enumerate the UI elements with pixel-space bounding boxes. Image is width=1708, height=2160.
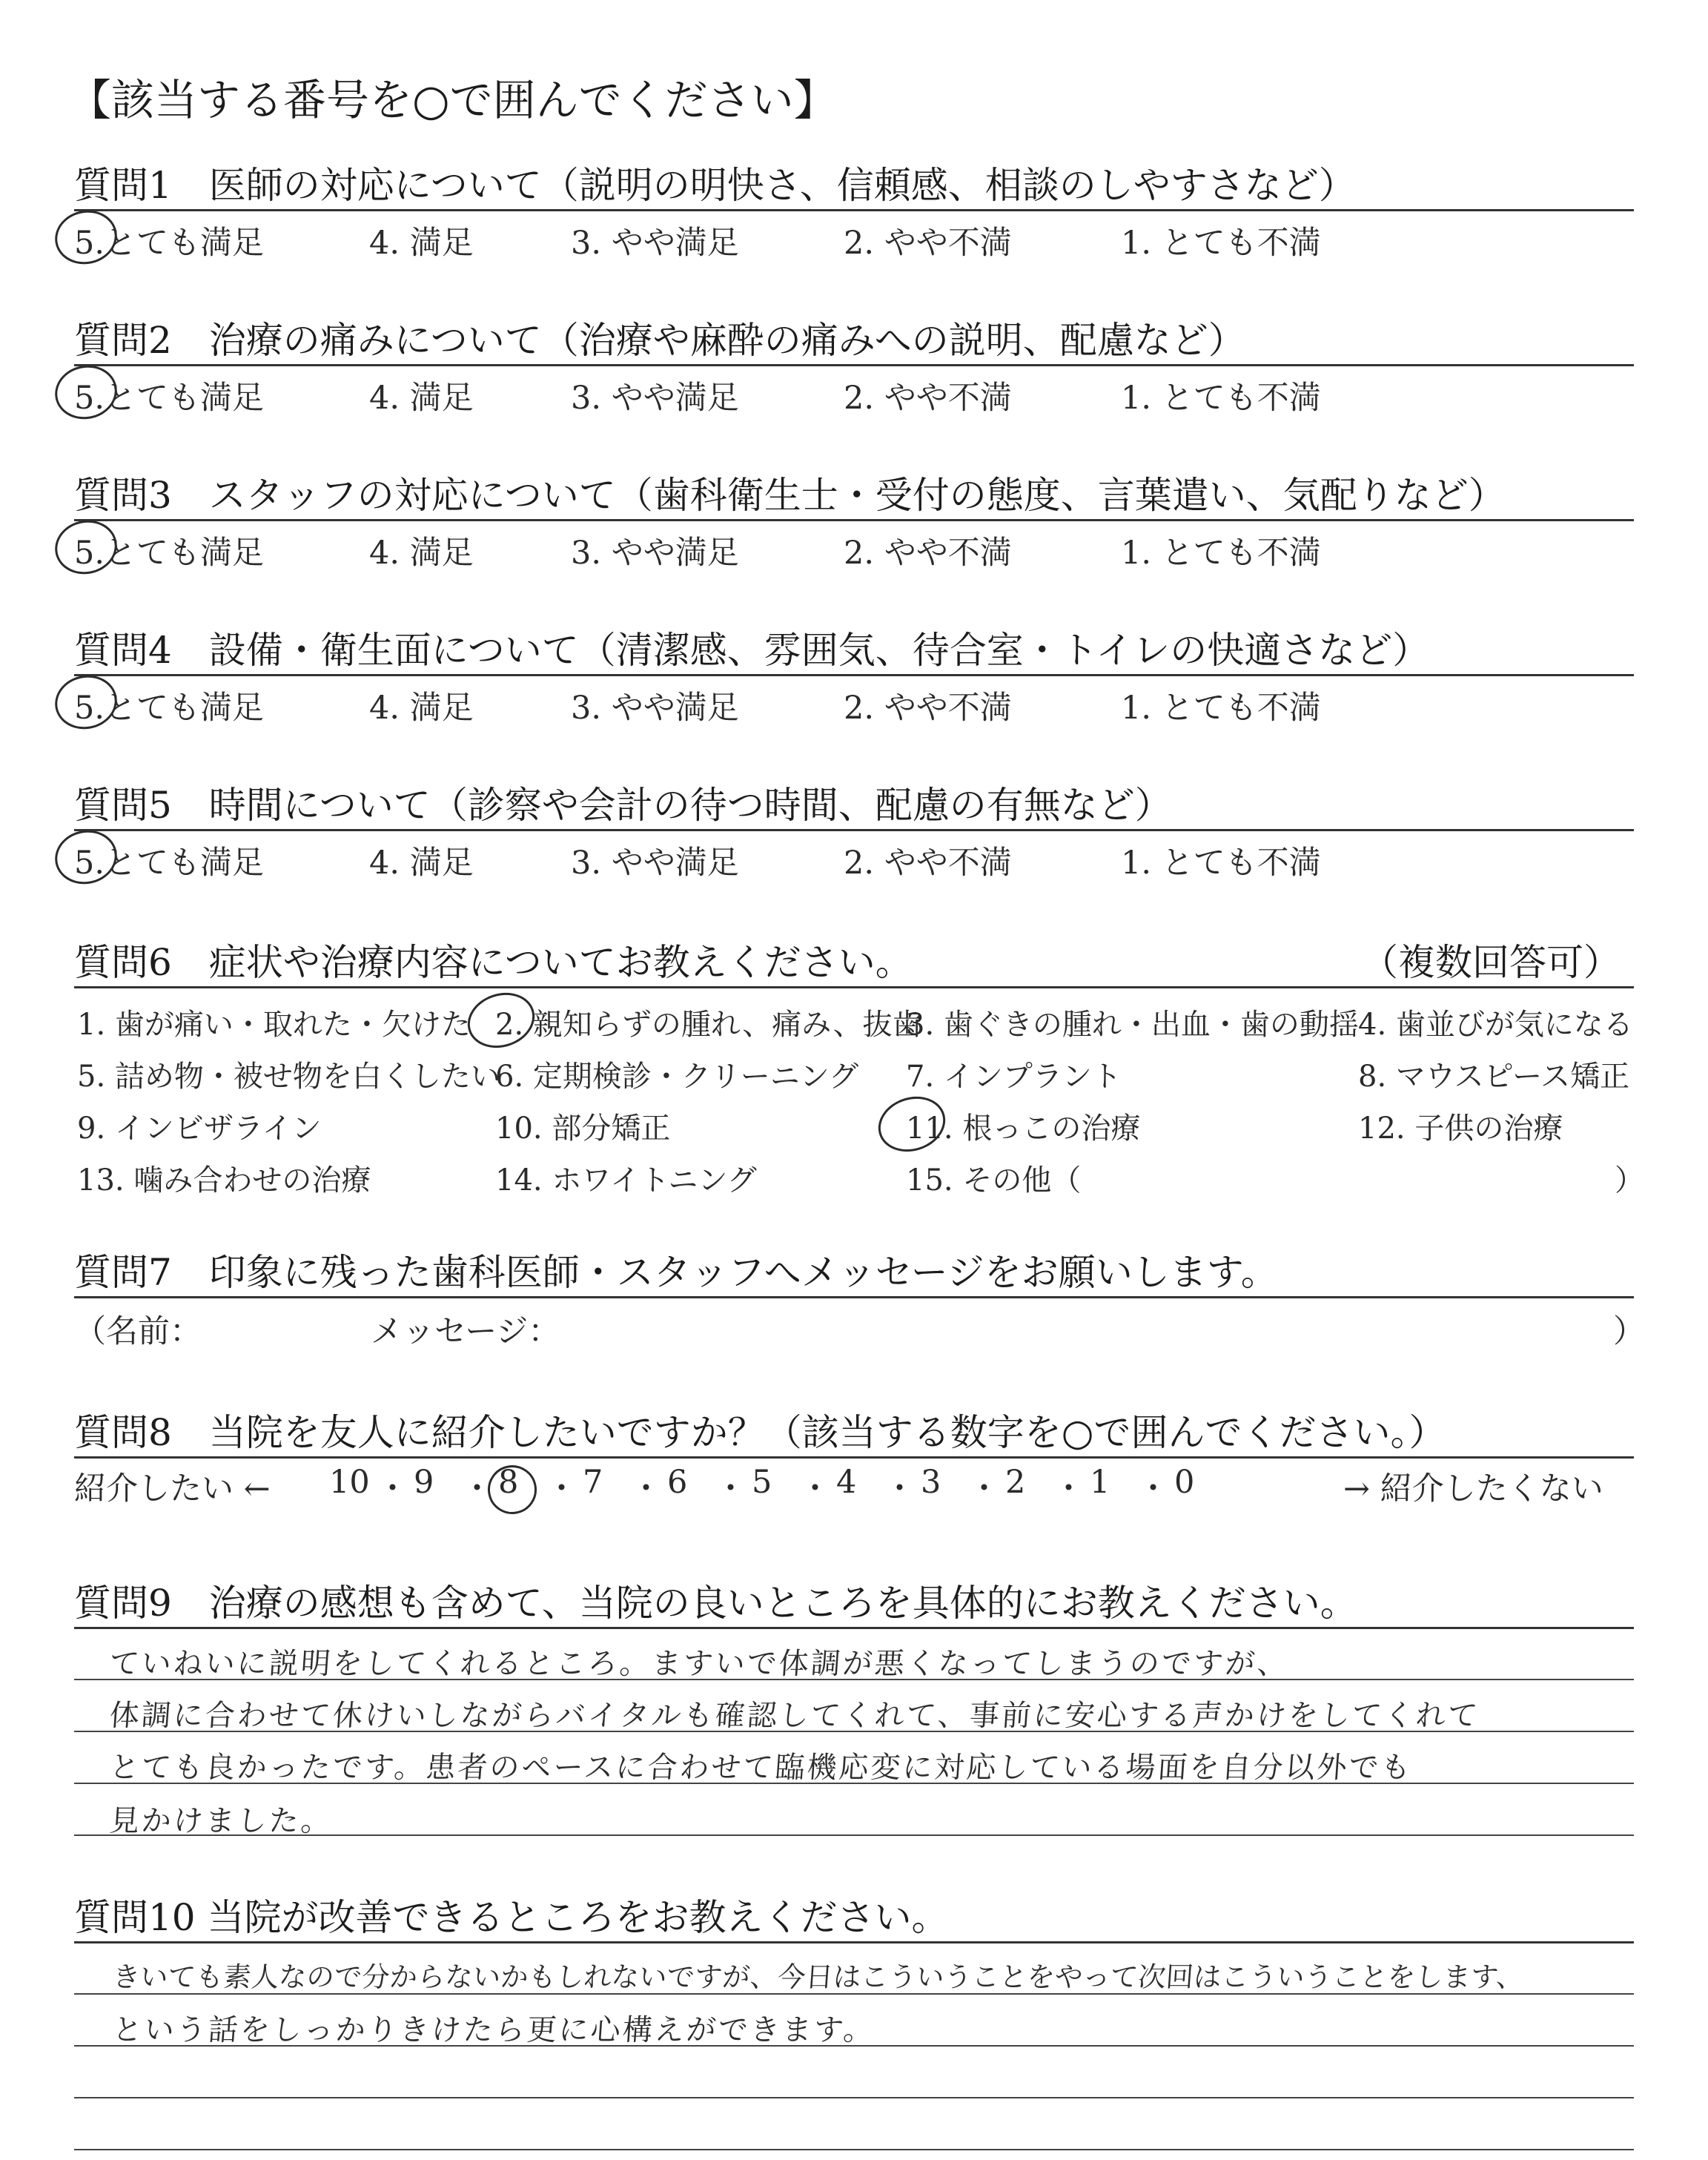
- q6-option-11[interactable]: 11. 根っこの治療: [906, 1112, 1141, 1146]
- q6-selection-circle-11: [871, 1089, 953, 1160]
- q1-option-5[interactable]: 5.とても満足: [74, 225, 265, 262]
- q2-rule: [74, 364, 1634, 366]
- q6-option-14[interactable]: 14. ホワイトニング: [495, 1163, 757, 1198]
- q6-option-15[interactable]: 15. その他（: [906, 1163, 1082, 1198]
- q5-option-2[interactable]: 2. やや不満: [844, 845, 1012, 882]
- q8-scale-dot: ・: [377, 1470, 408, 1507]
- q8-scale-7[interactable]: 7: [583, 1464, 603, 1501]
- q8-scale-dot: ・: [546, 1470, 577, 1507]
- q8-scale-2[interactable]: 2: [1005, 1464, 1026, 1501]
- q8-scale-dot: ・: [968, 1470, 1000, 1507]
- q3-option-4[interactable]: 4. 満足: [369, 535, 474, 572]
- q10-line-rule: [74, 2149, 1634, 2150]
- q8-scale-dot: ・: [1137, 1470, 1169, 1507]
- q8-scale-3[interactable]: 3: [921, 1464, 941, 1501]
- q8-scale-0[interactable]: 0: [1174, 1464, 1195, 1501]
- q4-option-2[interactable]: 2. やや不満: [844, 690, 1012, 727]
- q8-scale-dot: ・: [461, 1470, 493, 1507]
- q4-option-1[interactable]: 1. とても不満: [1121, 690, 1321, 727]
- q6-option-9[interactable]: 9. インビザライン: [77, 1112, 322, 1146]
- q3-option-2[interactable]: 2. やや不満: [844, 535, 1012, 572]
- q9-handwritten-line-2: 体調に合わせて休けいしながらバイタルも確認してくれて、事前に安心する声かけをしてくれて: [108, 1699, 1481, 1733]
- q5-title: 質問5 時間について（診察や会計の待つ時間、配慮の有無など）: [74, 784, 1172, 827]
- q8-scale-dot: ・: [884, 1470, 916, 1507]
- q1-rule: [74, 209, 1634, 211]
- q6-title: 質問6 症状や治療内容についてお教えください。: [74, 941, 913, 984]
- q7-name-label: （名前：: [74, 1313, 202, 1350]
- q8-scale-9[interactable]: 9: [414, 1464, 434, 1501]
- q6-rule: [74, 986, 1634, 988]
- q2-option-1[interactable]: 1. とても不満: [1121, 380, 1321, 417]
- q6-option-10[interactable]: 10. 部分矯正: [495, 1112, 671, 1146]
- q5-rule: [74, 829, 1634, 831]
- q7-message-label: メッセージ：: [371, 1313, 560, 1350]
- q6-option-15-close: ）: [1615, 1163, 1644, 1198]
- q6-selection-circle-2: [460, 985, 542, 1057]
- q10-rule: [74, 1941, 1634, 1943]
- q3-option-3[interactable]: 3. やや満足: [571, 535, 739, 572]
- q6-option-8[interactable]: 8. マウスピース矯正: [1358, 1060, 1630, 1094]
- form-header: 【該当する番号を○で囲んでください】: [68, 75, 837, 125]
- q8-scale-5[interactable]: 5: [752, 1464, 772, 1501]
- q2-title: 質問2 治療の痛みについて（治療や麻酔の痛みへの説明、配慮など）: [74, 319, 1245, 362]
- q4-rule: [74, 674, 1634, 676]
- q3-option-1[interactable]: 1. とても不満: [1121, 535, 1321, 572]
- q6-option-13[interactable]: 13. 噛み合わせの治療: [77, 1163, 371, 1198]
- q8-scale-8[interactable]: 8: [498, 1464, 519, 1501]
- q3-rule: [74, 519, 1634, 521]
- q8-scale-dot: ・: [799, 1470, 831, 1507]
- q8-rule: [74, 1456, 1634, 1459]
- q10-line-rule: [74, 2097, 1634, 2098]
- q8-scale-10[interactable]: 10: [329, 1464, 370, 1501]
- q3-title: 質問3 スタッフの対応について（歯科衛生士・受付の態度、言葉遣い、気配りなど）: [74, 474, 1506, 517]
- q2-option-3[interactable]: 3. やや満足: [571, 380, 739, 417]
- q5-option-4[interactable]: 4. 満足: [369, 845, 474, 882]
- q9-handwritten-line-4: 見かけました。: [108, 1804, 334, 1838]
- q1-option-1[interactable]: 1. とても不満: [1121, 225, 1321, 262]
- q7-rule: [74, 1296, 1634, 1298]
- q3-option-5[interactable]: 5.とても満足: [74, 535, 265, 572]
- q8-scale-dot: ・: [1053, 1470, 1085, 1507]
- q7-close-paren: ）: [1613, 1313, 1645, 1350]
- q10-handwritten-line-2: という話をしっかりきけたら更に心構えができます。: [111, 2013, 877, 2047]
- q5-option-1[interactable]: 1. とても不満: [1121, 845, 1321, 882]
- q8-scale-1[interactable]: 1: [1090, 1464, 1110, 1501]
- q9-handwritten-line-1: ていねいに説明をしてくれるところ。ますいで体調が悪くなってしまうのですが、: [108, 1647, 1291, 1681]
- q6-option-12[interactable]: 12. 子供の治療: [1358, 1112, 1563, 1146]
- q4-option-3[interactable]: 3. やや満足: [571, 690, 739, 727]
- q1-title: 質問1 医師の対応について（説明の明快さ、信頼感、相談のしやすさなど）: [74, 164, 1356, 207]
- q9-rule: [74, 1627, 1634, 1629]
- q5-option-5[interactable]: 5.とても満足: [74, 845, 265, 882]
- q2-option-4[interactable]: 4. 満足: [369, 380, 474, 417]
- q2-option-2[interactable]: 2. やや不満: [844, 380, 1012, 417]
- q8-scale-4[interactable]: 4: [836, 1464, 857, 1501]
- q1-option-4[interactable]: 4. 満足: [369, 225, 474, 262]
- q10-handwritten-line-1: きいても素人なので分からないかもしれないですが、今日はこういうことをやって次回はこういうことをします、: [111, 1961, 1526, 1993]
- q1-option-3[interactable]: 3. やや満足: [571, 225, 739, 262]
- q4-option-4[interactable]: 4. 満足: [369, 690, 474, 727]
- q6-option-4[interactable]: 4. 歯並びが気になる: [1358, 1008, 1633, 1042]
- q2-option-5[interactable]: 5.とても満足: [74, 380, 265, 417]
- q4-title: 質問4 設備・衛生面について（清潔感、雰囲気、待合室・トイレの快適さなど）: [74, 629, 1430, 672]
- q8-scale-dot: ・: [715, 1470, 747, 1507]
- q8-left-label: 紹介したい ←: [74, 1470, 271, 1507]
- q6-option-2[interactable]: 2. 親知らずの腫れ、痛み、抜歯: [495, 1008, 922, 1042]
- q8-scale-6[interactable]: 6: [667, 1464, 688, 1501]
- q4-option-5[interactable]: 5.とても満足: [74, 690, 265, 727]
- q9-handwritten-line-3: とても良かったです。患者のペースに合わせて臨機応変に対応している場面を自分以外でも: [108, 1751, 1414, 1785]
- q6-option-5[interactable]: 5. 詰め物・被せ物を白くしたい: [77, 1060, 500, 1094]
- q7-title: 質問7 印象に残った歯科医師・スタッフへメッセージをお願いします。: [74, 1251, 1278, 1294]
- q10-title: 質問10 当院が改善できるところをお教えください。: [74, 1896, 949, 1939]
- q8-scale-dot: ・: [630, 1470, 662, 1507]
- q8-right-label: → 紹介したくない: [1343, 1470, 1603, 1507]
- q6-note: （複数回答可）: [1361, 941, 1621, 984]
- q1-option-2[interactable]: 2. やや不満: [844, 225, 1012, 262]
- q6-option-1[interactable]: 1. 歯が痛い・取れた・欠けた: [77, 1008, 471, 1042]
- q6-option-3[interactable]: 3. 歯ぐきの腫れ・出血・歯の動揺: [906, 1008, 1359, 1042]
- q5-option-3[interactable]: 3. やや満足: [571, 845, 739, 882]
- q9-title: 質問9 治療の感想も含めて、当院の良いところを具体的にお教えください。: [74, 1582, 1357, 1625]
- q6-option-6[interactable]: 6. 定期検診・クリーニング: [495, 1060, 859, 1094]
- q6-option-7[interactable]: 7. インプラント: [906, 1060, 1122, 1094]
- q8-title: 質問8 当院を友人に紹介したいですか？（該当する数字を○で囲んでください。）: [74, 1411, 1446, 1454]
